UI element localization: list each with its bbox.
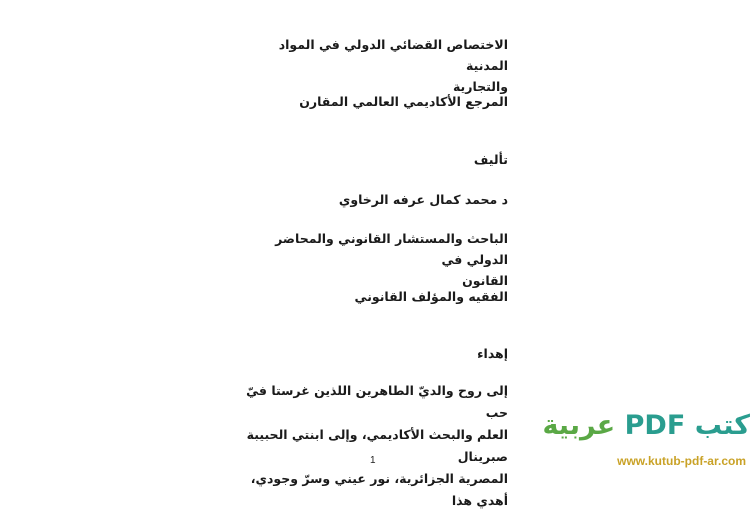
author-role-line-2: القانون: [462, 273, 508, 288]
watermark-part-2: PDF: [624, 410, 686, 441]
dedication-paragraph: [238, 380, 508, 512]
author-heading-text: تأليف: [473, 152, 508, 167]
author-name: [238, 189, 508, 210]
watermark-url: www.kutub-pdf-ar.com: [617, 454, 746, 468]
document-subtitle: [238, 91, 508, 112]
dedication-heading-text: إهداء: [477, 346, 508, 361]
watermark-title: [542, 410, 750, 442]
dedication-line-2: العلم والبحث الأكاديمي، وإلى ابنتي الحبيبة صبرينال: [246, 427, 508, 464]
document-title: [238, 34, 508, 97]
author-heading: [238, 149, 508, 170]
page-number: 1: [370, 455, 376, 466]
dedication-heading: [238, 343, 508, 364]
title-line-2: والتجارية: [452, 79, 508, 94]
watermark-part-3: عربية: [542, 410, 616, 441]
dedication-line-3: المصرية الجزائرية، نور عيني وسرّ وجودي، أهدي هذا: [250, 471, 508, 508]
author-role: [238, 228, 508, 291]
author-role-line-1: الباحث والمستشار القانوني والمحاضر الدولي في: [275, 231, 508, 267]
title-line-1: الاختصاص القضائي الدولي في المواد المدنية: [278, 37, 508, 73]
subtitle-text: المرجع الأكاديمي العالمي المقارن: [299, 94, 508, 109]
author-name-text: د محمد كمال عرفه الرخاوي: [338, 192, 508, 207]
watermark-logo: [542, 410, 750, 480]
author-role-2-text: الفقيه والمؤلف القانوني: [354, 289, 508, 304]
dedication-line-1: إلى روح والديّ الطاهرين اللذين غرستا فيّ حب: [246, 383, 508, 420]
watermark-part-1: كتب: [694, 410, 750, 441]
author-role-2: [238, 286, 508, 307]
